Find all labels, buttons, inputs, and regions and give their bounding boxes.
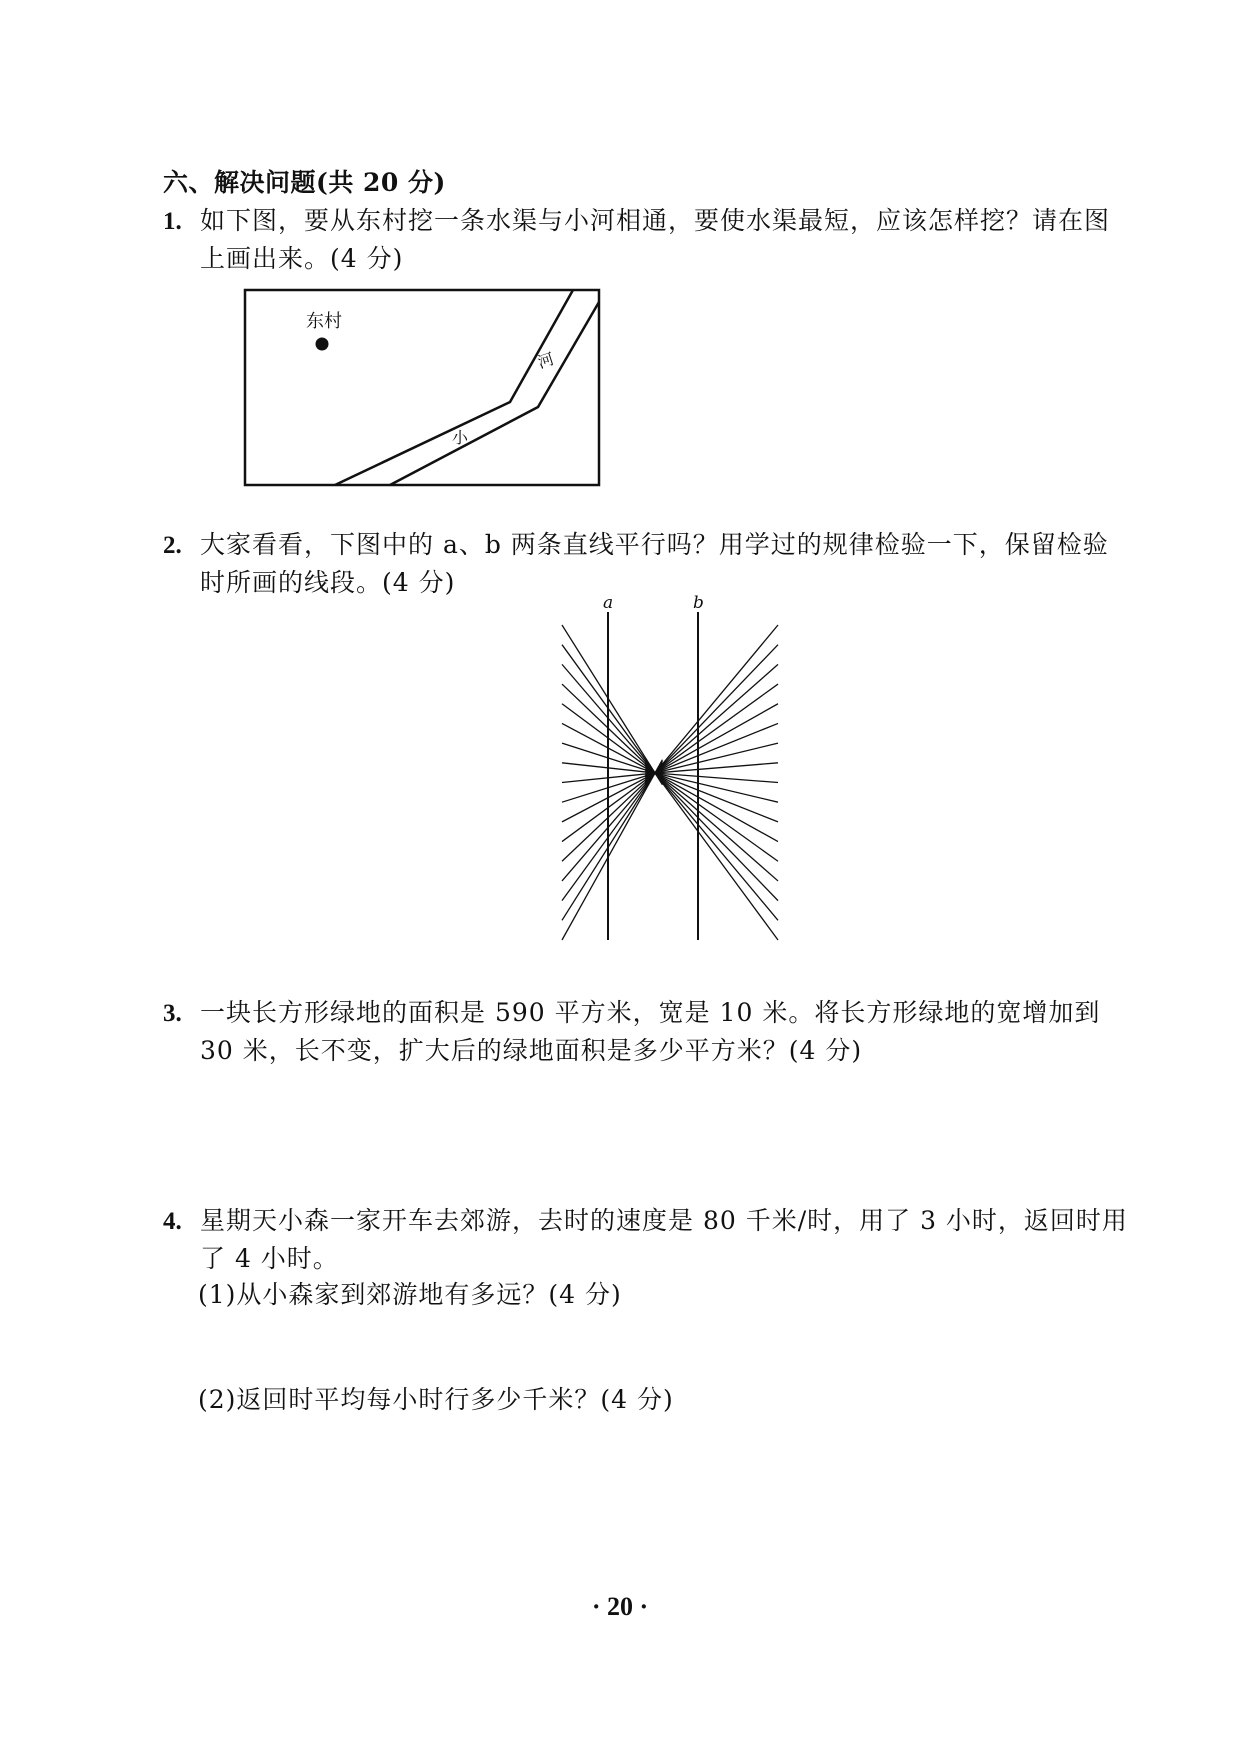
map-border [245, 290, 599, 485]
fan-line [645, 764, 778, 881]
question-4-sub-1: (1)从小森家到郊游地有多远？(4 分) [198, 1280, 622, 1309]
parallel-lines-figure [560, 590, 780, 950]
fan-line [645, 743, 778, 775]
fan-line [562, 763, 662, 901]
question-2-number: 2. [163, 532, 182, 559]
village-label: 东村 [306, 311, 342, 332]
question-3-text [200, 994, 1160, 1070]
question-3-line-1: 一块长方形绿地的面积是 590 平方米，宽是 10 米。将长方形绿地的宽增加到 [200, 998, 1101, 1027]
page-number: · 20 · [591, 1592, 649, 1621]
line-b-label: b [693, 593, 704, 613]
question-4-line-1: 星期天小森一家开车去郊游，去时的速度是 80 千米/时，用了 3 小时，返回时用 [200, 1206, 1128, 1235]
fan-line [645, 704, 778, 779]
fan-line [645, 768, 778, 842]
village-dot [316, 338, 329, 351]
line-a-label: a [603, 593, 614, 613]
section-title: 六、解决问题(共 20 分) [163, 168, 446, 197]
question-2-line-2: 时所画的线段。(4 分) [200, 568, 456, 597]
question-3-line-2: 30 米，长不变，扩大后的绿地面积是多少平方米？(4 分) [200, 1036, 863, 1065]
question-4-text [200, 1202, 1160, 1278]
river-bank-right [390, 302, 599, 485]
river-label-he: 河 [535, 349, 557, 373]
fan-line [645, 763, 778, 901]
question-1-line-1: 如下图，要从东村挖一条水渠与小河相通，要使水渠最短，应该怎样挖？请在图 [200, 206, 1111, 235]
river-bank-left [335, 290, 573, 485]
river-label-xiao: 小 [452, 428, 469, 447]
fan-line [645, 761, 778, 920]
question-2-line-1: 大家看看，下图中的 a、b 两条直线平行吗？用学过的规律检验一下，保留检验 [200, 530, 1109, 559]
question-4-line-2: 了 4 小时。 [200, 1244, 339, 1273]
question-3-number: 3. [163, 1000, 182, 1027]
question-1-text [200, 202, 1160, 278]
river-map-figure [240, 285, 605, 495]
fan-lines-right [645, 625, 778, 940]
question-1-line-2: 上画出来。(4 分) [200, 244, 404, 273]
fan-line [562, 761, 662, 920]
question-4-sub-2: (2)返回时平均每小时行多少千米？(4 分) [198, 1385, 674, 1414]
fan-line [645, 645, 778, 784]
fan-line [645, 625, 778, 785]
question-4-number: 4. [163, 1208, 182, 1235]
fan-line [562, 625, 662, 785]
question-1-number: 1. [163, 208, 182, 235]
